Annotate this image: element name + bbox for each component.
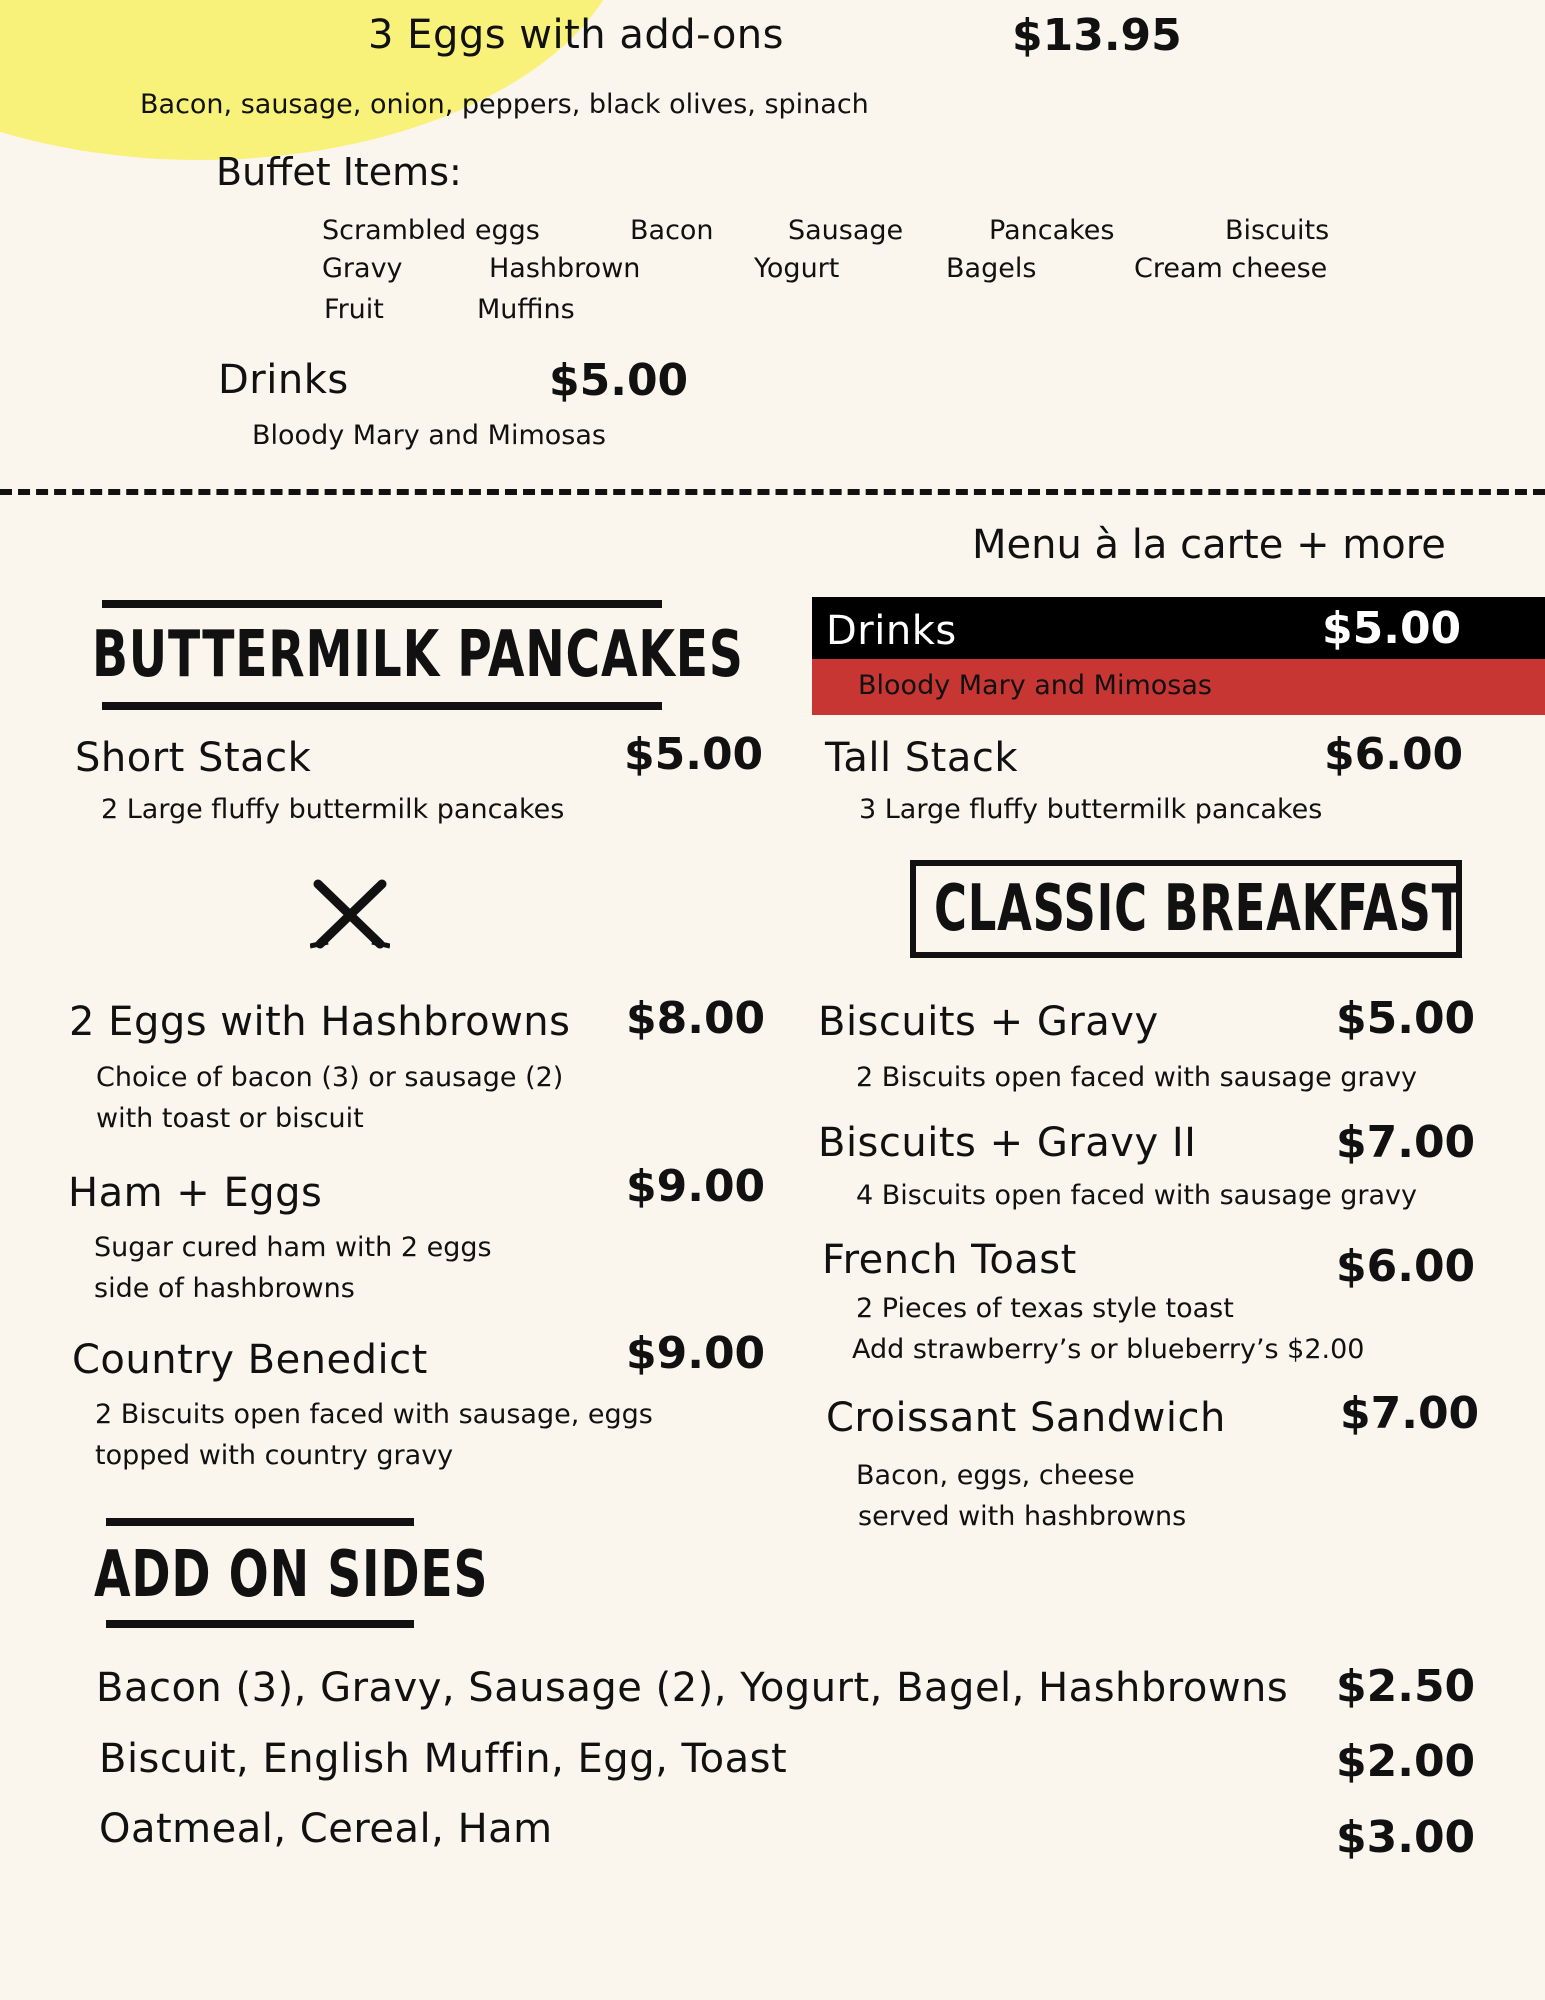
classic-item-name: French Toast <box>822 1237 1077 1283</box>
classic-item-price: $7.00 <box>1340 1388 1480 1439</box>
classic-item-price: $7.00 <box>1336 1117 1476 1168</box>
heading-rule-bottom <box>106 1620 414 1628</box>
crossed-utensils-icon <box>310 878 390 952</box>
sides-row-items: Biscuit, English Muffin, Egg, Toast <box>99 1736 788 1782</box>
classic-item-name: Biscuits + Gravy II <box>818 1120 1197 1166</box>
left-item-price: $9.00 <box>626 1161 766 1212</box>
top-drinks-desc: Bloody Mary and Mimosas <box>252 420 606 451</box>
sides-row-price: $3.00 <box>1336 1812 1476 1863</box>
left-item-desc: with toast or biscuit <box>96 1103 364 1134</box>
left-item-name: Country Benedict <box>72 1337 428 1383</box>
buffet-title: Buffet Items: <box>216 150 462 194</box>
heading-rule-bottom <box>102 702 662 710</box>
buffet-item: Sausage <box>788 215 904 246</box>
classic-item-desc: Bacon, eggs, cheese <box>856 1460 1135 1491</box>
eggs-addons-price: $13.95 <box>1012 10 1182 61</box>
classic-item-name: Croissant Sandwich <box>826 1395 1226 1441</box>
sides-row-price: $2.50 <box>1336 1661 1476 1712</box>
buffet-item: Yogurt <box>754 253 840 284</box>
buffet-item: Muffins <box>477 294 575 325</box>
buffet-item: Gravy <box>322 253 403 284</box>
classic-item-price: $5.00 <box>1336 993 1476 1044</box>
sides-row-items: Bacon (3), Gravy, Sausage (2), Yogurt, Bagel, Hashbrowns <box>96 1665 1289 1711</box>
menu-title: Menu à la carte + more <box>972 522 1446 568</box>
short-stack-price: $5.00 <box>624 729 764 780</box>
classic-heading: CLASSIC BREAKFAST <box>934 872 1464 946</box>
buffet-item: Hashbrown <box>489 253 641 284</box>
tall-stack-desc: 3 Large fluffy buttermilk pancakes <box>859 794 1323 825</box>
dashed-divider <box>0 489 1545 495</box>
left-item-desc: side of hashbrowns <box>94 1273 355 1304</box>
left-item-name: 2 Eggs with Hashbrowns <box>69 999 571 1045</box>
left-item-desc: 2 Biscuits open faced with sausage, eggs <box>95 1399 653 1430</box>
short-stack-name: Short Stack <box>75 735 312 781</box>
buffet-item: Bagels <box>946 253 1037 284</box>
drinks-bar-desc: Bloody Mary and Mimosas <box>858 670 1212 701</box>
top-drinks-price: $5.00 <box>549 355 689 406</box>
classic-item-price: $6.00 <box>1336 1241 1476 1292</box>
buffet-item: Biscuits <box>1225 215 1330 246</box>
drinks-bar-price: $5.00 <box>1322 603 1462 654</box>
classic-item-desc: 4 Biscuits open faced with sausage gravy <box>856 1180 1418 1211</box>
eggs-addons-desc: Bacon, sausage, onion, peppers, black olives, spinach <box>140 89 869 120</box>
left-item-price: $8.00 <box>626 993 766 1044</box>
heading-rule-top <box>102 600 662 608</box>
buffet-item: Pancakes <box>989 215 1115 246</box>
buffet-item: Bacon <box>630 215 714 246</box>
sides-row-items: Oatmeal, Cereal, Ham <box>99 1806 553 1852</box>
heading-rule-top <box>106 1518 414 1526</box>
left-item-price: $9.00 <box>626 1328 766 1379</box>
short-stack-desc: 2 Large fluffy buttermilk pancakes <box>101 794 565 825</box>
classic-item-desc: Add strawberry’s or blueberry’s $2.00 <box>852 1334 1365 1365</box>
top-drinks-name: Drinks <box>218 357 349 403</box>
sides-heading: ADD ON SIDES <box>94 1538 489 1612</box>
buffet-item: Cream cheese <box>1134 253 1328 284</box>
left-item-desc: Choice of bacon (3) or sausage (2) <box>96 1062 564 1093</box>
pancakes-heading: BUTTERMILK PANCAKES <box>92 618 744 692</box>
tall-stack-name: Tall Stack <box>825 735 1019 781</box>
classic-item-desc: 2 Pieces of texas style toast <box>856 1293 1234 1324</box>
left-item-desc: Sugar cured ham with 2 eggs <box>94 1232 492 1263</box>
eggs-addons-name: 3 Eggs with add-ons <box>368 12 784 58</box>
sides-row-price: $2.00 <box>1336 1736 1476 1787</box>
buffet-item: Fruit <box>324 294 384 325</box>
left-item-desc: topped with country gravy <box>95 1440 454 1471</box>
left-item-name: Ham + Eggs <box>68 1170 323 1216</box>
classic-item-desc: 2 Biscuits open faced with sausage gravy <box>856 1062 1418 1093</box>
classic-item-desc: served with hashbrowns <box>858 1501 1187 1532</box>
drinks-bar-name: Drinks <box>826 608 957 654</box>
classic-item-name: Biscuits + Gravy <box>818 999 1159 1045</box>
buffet-item: Scrambled eggs <box>322 215 540 246</box>
tall-stack-price: $6.00 <box>1324 729 1464 780</box>
